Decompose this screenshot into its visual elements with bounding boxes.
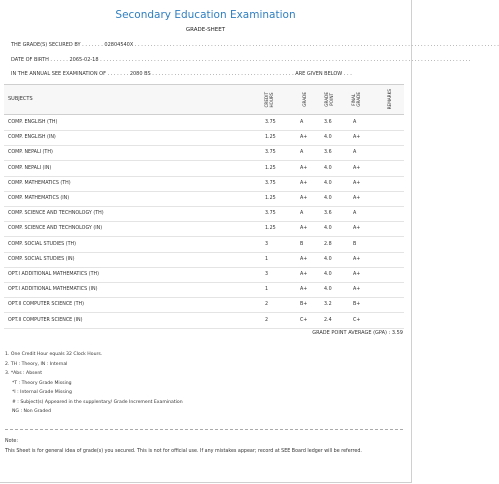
final-grade-cell: A+ bbox=[353, 180, 361, 186]
subjects-header: SUBJECTS bbox=[8, 96, 33, 102]
subject-cell: OPT.II COMPUTER SCIENCE (IN) bbox=[8, 317, 83, 323]
grade-point-cell: 4.0 bbox=[324, 135, 332, 141]
grade-cell: A+ bbox=[300, 196, 308, 201]
grade-cell: A bbox=[300, 211, 304, 217]
grade-point-cell: 2.4 bbox=[324, 317, 332, 323]
subject-cell: COMP. SCIENCE AND TECHNOLOGY (TH) bbox=[8, 211, 104, 217]
footnote-label: Note: bbox=[5, 439, 18, 444]
note-item: # : Subject(s) Appeared in the supplentary/ Grade Increment Examination bbox=[12, 399, 183, 405]
subject-cell: COMP. SOCIAL STUDIES (IN) bbox=[8, 256, 75, 262]
divider bbox=[5, 429, 403, 430]
final-grade-cell: B+ bbox=[353, 302, 361, 308]
grade-cell: A bbox=[300, 150, 304, 156]
symbol-number-line: THE GRADE(S) SECURED BY . . . . . . . 02804540X . . . . . . . . . . . . . . . . . . . . . . . . . . . . . . . . . . . . . . . . . . . . . . . . . . . . . . . . . . . . . . . . . . . . . . . . . . . . . . . . . . . . . . . . . . . . . . . . . . . . . . . . . . . . . . . . . . . bbox=[11, 42, 499, 48]
final-grade-cell: A+ bbox=[353, 256, 361, 262]
subject-cell: OPT.I ADDITIONAL MATHEMATICS (TH) bbox=[8, 272, 99, 277]
gpa-summary: GRADE POINT AVERAGE (GPA) : 3.59 bbox=[312, 330, 403, 336]
final-grade-cell: A bbox=[353, 120, 357, 125]
table-row bbox=[4, 282, 404, 298]
grade-cell: A+ bbox=[300, 226, 308, 232]
remarks-header: REMARKS bbox=[386, 89, 392, 110]
credit-hours-cell: 2 bbox=[265, 302, 269, 308]
credit-hours-cell: 3 bbox=[265, 272, 269, 277]
final-grade-cell: A+ bbox=[353, 226, 361, 232]
table-row bbox=[4, 221, 404, 237]
notes-list bbox=[5, 352, 183, 419]
credit-hours-cell: 1.25 bbox=[265, 226, 276, 232]
credit-hours-cell: 3.75 bbox=[265, 211, 276, 217]
grade-point-cell: 4.0 bbox=[324, 196, 332, 201]
grade-cell: A+ bbox=[300, 135, 308, 141]
note-item: 1. One Credit Hour equals 32 Clock Hours. bbox=[5, 352, 103, 357]
final-grade-cell: A+ bbox=[353, 196, 361, 201]
grade-cell: A+ bbox=[300, 165, 308, 171]
credit-hours-cell: 1.25 bbox=[265, 196, 276, 201]
grade-cell: A+ bbox=[300, 256, 308, 262]
note-item: 2. TH : Theory, IN : Internal bbox=[5, 361, 68, 367]
grade-point-cell: 4.0 bbox=[324, 226, 332, 232]
note-item: *I : Internal Grade Missing bbox=[12, 390, 72, 395]
subject-cell: OPT.I ADDITIONAL MATHEMATICS (IN) bbox=[8, 287, 98, 293]
table-row bbox=[4, 237, 404, 253]
credit-hours-cell: 2 bbox=[265, 317, 269, 323]
table-row bbox=[4, 297, 404, 313]
grade-point-cell: 2.8 bbox=[324, 241, 332, 247]
subject-cell: COMP. MATHEMATICS (IN) bbox=[8, 196, 70, 201]
final-grade-header: FINAL GRADE bbox=[351, 92, 361, 107]
page-title: Secondary Education Examination bbox=[115, 9, 296, 21]
grade-point-header: GRADE POINT bbox=[324, 92, 334, 107]
page-subtitle: GRADE-SHEET bbox=[185, 27, 226, 33]
subject-cell: COMP. SOCIAL STUDIES (TH) bbox=[8, 241, 76, 247]
table-row bbox=[4, 206, 404, 222]
note-item: NG : Non Graded bbox=[12, 409, 52, 414]
final-grade-cell: A bbox=[353, 150, 357, 156]
grade-cell: B+ bbox=[300, 302, 308, 308]
credit-hours-cell: 3.75 bbox=[265, 180, 276, 186]
credit-hours-cell: 1 bbox=[265, 287, 269, 293]
grade-cell: B bbox=[300, 241, 304, 247]
subject-cell: COMP. SCIENCE AND TECHNOLOGY (IN) bbox=[8, 226, 103, 232]
final-grade-cell: A+ bbox=[353, 165, 361, 171]
credit-hours-cell: 1 bbox=[265, 256, 269, 262]
grade-point-cell: 3.6 bbox=[324, 211, 332, 217]
note-item: *T : Theory Grade Missing bbox=[12, 380, 72, 386]
subject-cell: COMP. ENGLISH (IN) bbox=[8, 135, 56, 141]
table-row bbox=[4, 267, 404, 283]
subject-cell: COMP. NEPALI (TH) bbox=[8, 150, 53, 156]
table-row bbox=[4, 252, 404, 268]
credit-hours-cell: 3.75 bbox=[265, 120, 276, 125]
exam-line: IN THE ANNUAL SEE EXAMINATION OF . . . . . . . 2080 BS . . . . . . . . . . . . . . . . . . . . . . . . . . . . . . . . . . . . . . . . . . . . . ARE GIVEN BELOW . . . bbox=[11, 71, 352, 77]
table-row bbox=[4, 313, 404, 329]
credit-hours-cell: 3 bbox=[265, 241, 269, 247]
table-row bbox=[4, 115, 404, 131]
grade-point-cell: 4.0 bbox=[324, 287, 332, 293]
credit-hours-cell: 1.25 bbox=[265, 135, 276, 141]
date-of-birth-line: DATE OF BIRTH . . . . . . 2065-02-18 . . . . . . . . . . . . . . . . . . . . . . . . . . . . . . . . . . . . . . . . . . . . . . . . . . . . . . . . . . . . . . . . . . . . . . . . . . . . . . . . . . . . . . . . . . . . . . . . . . . . . . . . . . . . . . . . . . . . . bbox=[11, 57, 471, 63]
grade-point-cell: 4.0 bbox=[324, 180, 332, 186]
grade-cell: A+ bbox=[300, 287, 308, 293]
table-row bbox=[4, 145, 404, 161]
credit-hours-header: CREDIT HOURS bbox=[264, 91, 274, 108]
grade-point-cell: 4.0 bbox=[324, 272, 332, 277]
table-row bbox=[4, 130, 404, 146]
footnote-text: This Sheet is for general idea of grade(s) you secured. This is not for official use. If any mistakes appear; record at SEE Board ledger will be referred. bbox=[5, 448, 362, 454]
table-row bbox=[4, 161, 404, 177]
grade-cell: A+ bbox=[300, 180, 308, 186]
final-grade-cell: A bbox=[353, 211, 357, 217]
grade-point-cell: 3.6 bbox=[324, 120, 332, 125]
subject-cell: COMP. MATHEMATICS (TH) bbox=[8, 180, 71, 186]
grade-point-cell: 3.6 bbox=[324, 150, 332, 156]
final-grade-cell: B bbox=[353, 241, 357, 247]
final-grade-cell: A+ bbox=[353, 287, 361, 293]
grade-cell: A bbox=[300, 120, 304, 125]
table-header bbox=[4, 84, 404, 115]
table-row bbox=[4, 176, 404, 192]
grade-point-cell: 4.0 bbox=[324, 256, 332, 262]
note-item: 3. *Abs : Absent bbox=[5, 371, 43, 376]
subject-cell: OPT.II COMPUTER SCIENCE (TH) bbox=[8, 302, 85, 308]
subject-cell: COMP. ENGLISH (TH) bbox=[8, 120, 58, 125]
grade-cell: A+ bbox=[300, 272, 308, 277]
credit-hours-cell: 3.75 bbox=[265, 150, 276, 156]
table-row bbox=[4, 191, 404, 207]
grade-point-cell: 4.0 bbox=[324, 165, 332, 171]
grade-header: GRADE bbox=[301, 92, 307, 107]
credit-hours-cell: 1.25 bbox=[265, 165, 276, 171]
grade-cell: C+ bbox=[300, 317, 308, 323]
final-grade-cell: A+ bbox=[353, 135, 361, 141]
final-grade-cell: C+ bbox=[353, 317, 361, 323]
grade-point-cell: 3.2 bbox=[324, 302, 332, 308]
footnote bbox=[5, 437, 405, 456]
final-grade-cell: A+ bbox=[353, 272, 361, 277]
subject-cell: COMP. NEPALI (IN) bbox=[8, 165, 52, 171]
